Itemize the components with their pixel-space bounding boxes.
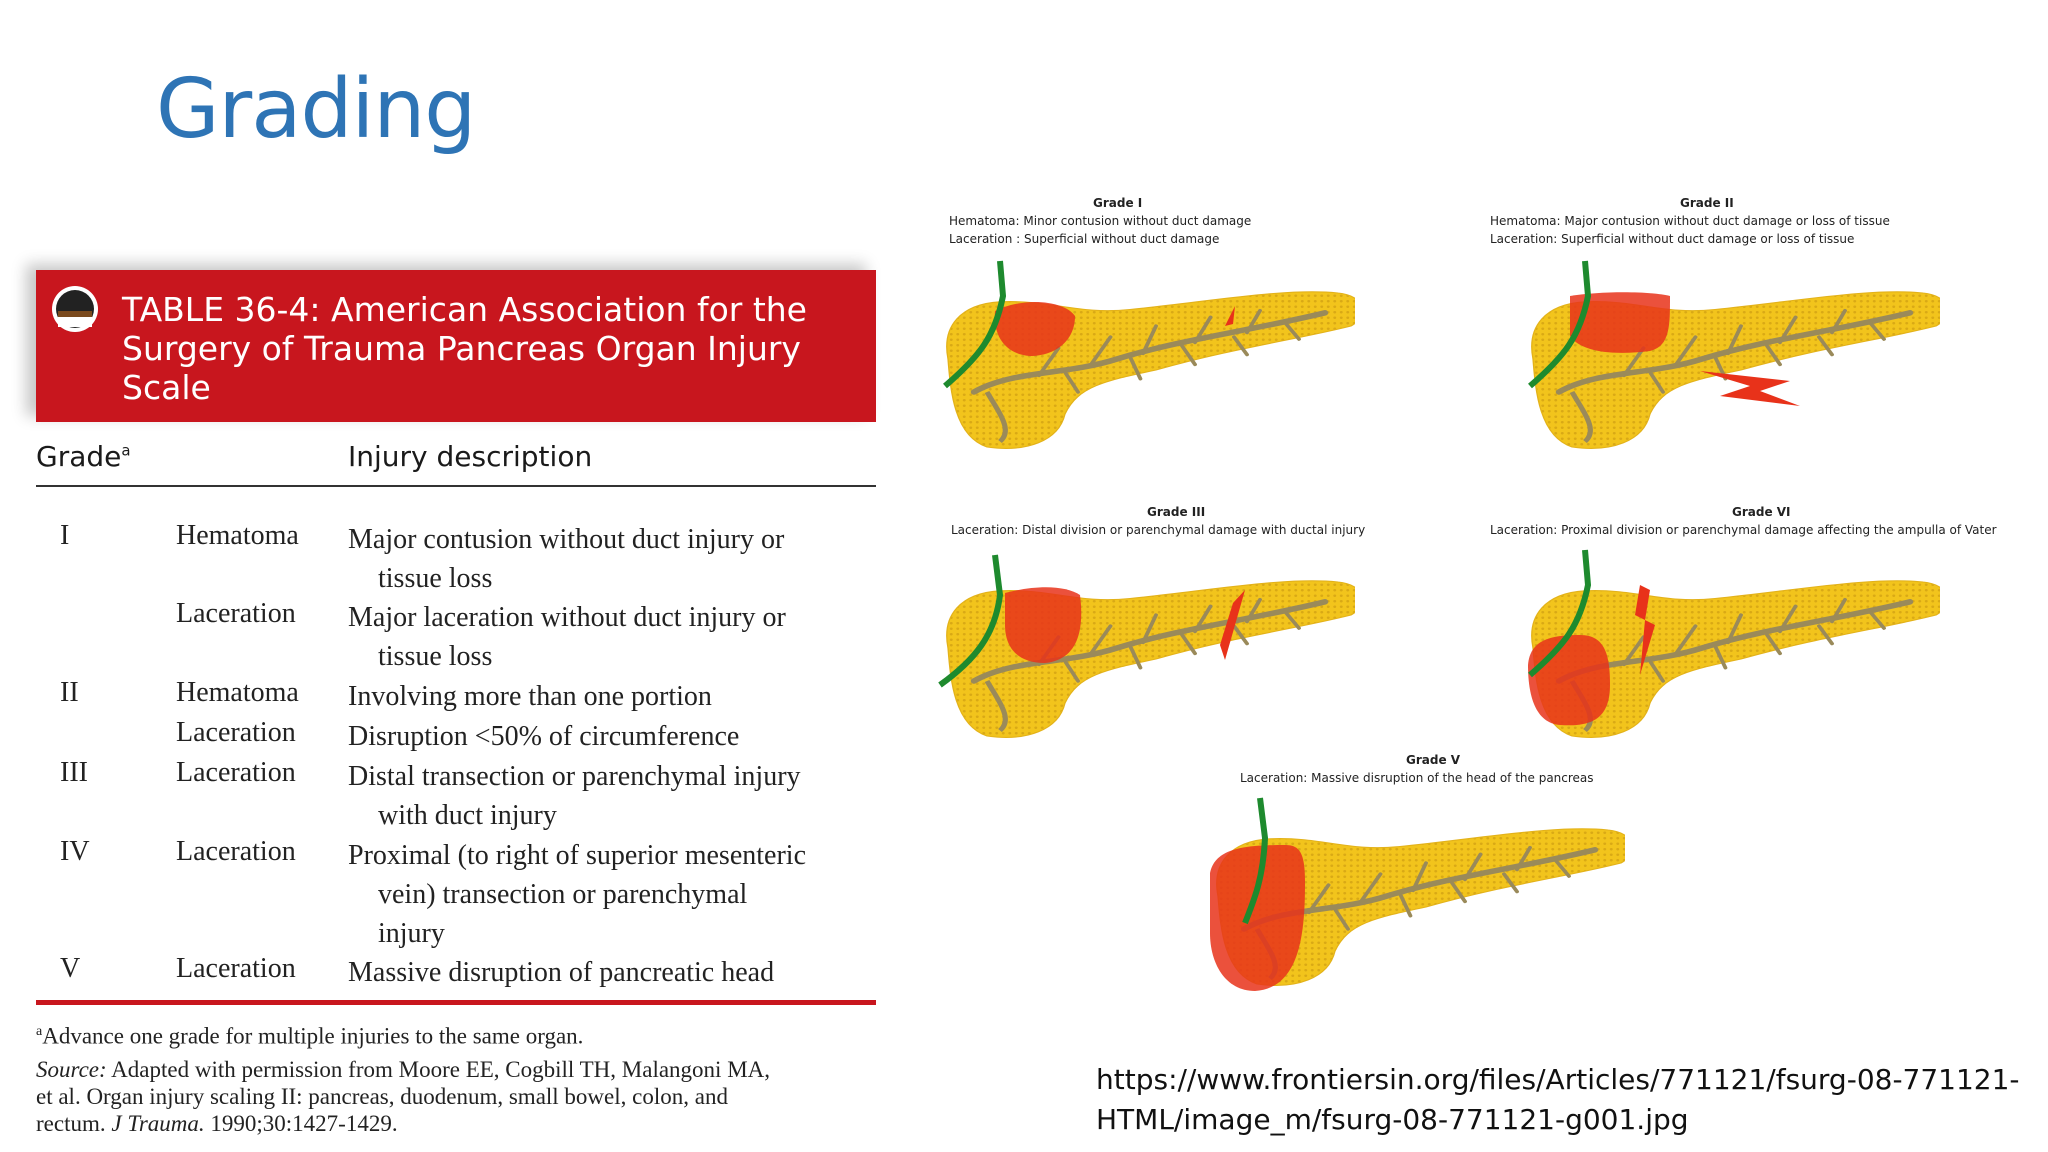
diagram-line-1: Hematoma: Major contusion without duct damage or loss of tissue: [1490, 214, 1890, 228]
row-type: Laceration: [176, 953, 296, 984]
diagram-grade-3: [935, 505, 1375, 775]
table-caption: TABLE 36-4: American Association for the Surgery of Trauma Pancreas Organ Injury Scale: [122, 290, 807, 407]
diagram-grade-2: [1490, 196, 1940, 466]
table-rule-top: [36, 485, 876, 487]
pancreas-illustration: [1205, 793, 1625, 1013]
row-grade: III: [60, 757, 88, 788]
diagram-grade-label: Grade VI: [1732, 505, 1791, 519]
row-description: Massive disruption of pancreatic head: [348, 957, 775, 988]
diagram-grade-label: Grade I: [1093, 196, 1143, 210]
row-type: Hematoma: [176, 677, 299, 708]
table-header: [36, 270, 876, 422]
row-type: Laceration: [176, 836, 296, 867]
pancreas-illustration: [935, 545, 1355, 765]
table-footnote: $^a$Advance one grade for multiple injuries to the same organ.: [36, 1023, 584, 1049]
diagram-line-1: Hematoma: Minor contusion without duct damage: [949, 214, 1252, 228]
diagram-line-2: Laceration: Superficial without duct damage or loss of tissue: [1490, 232, 1855, 246]
diagram-grade-label: Grade II: [1680, 196, 1734, 210]
row-grade: II: [60, 677, 79, 708]
diagram-line-2: Laceration : Superficial without duct damage: [949, 232, 1220, 246]
row-grade: V: [60, 953, 81, 984]
row-description: Disruption <50% of circumference: [348, 721, 740, 752]
badge-icon: [50, 284, 100, 334]
diagram-grade-5: [1200, 753, 1640, 1013]
row-description: Distal transection or parenchymal injury with duct injury: [348, 761, 801, 831]
pancreas-illustration: [935, 256, 1355, 466]
row-type: Laceration: [176, 757, 296, 788]
row-description: Involving more than one portion: [348, 681, 712, 712]
source-url[interactable]: https://www.frontiersin.org/files/Articles/771121/fsurg-08-771121- HTML/image_m/fsurg-08-771121-g001.jpg: [1096, 1063, 2020, 1136]
diagram-grade-4: [1490, 505, 2035, 775]
row-grade: I: [60, 520, 70, 551]
row-description: Proximal (to right of superior mesenteric vein) transection or parenchymal injury: [348, 840, 806, 949]
diagram-line-1: Laceration: Proximal division or parenchymal damage affecting the ampulla of Vater: [1490, 523, 1997, 537]
diagram-grade-label: Grade III: [1147, 505, 1206, 519]
column-header-grade: Grade$^a$: [36, 440, 131, 473]
slide-title: Grading: [156, 62, 476, 157]
row-description: Major laceration without duct injury or tissue loss: [348, 602, 786, 672]
column-header-injury: Injury description: [348, 440, 593, 473]
table-rule-bottom: [36, 1000, 876, 1005]
pancreas-illustration: [1520, 545, 1940, 765]
diagram-line-1: Laceration: Massive disruption of the head of the pancreas: [1240, 771, 1594, 785]
pancreas-illustration: [1520, 256, 1940, 466]
row-type: Laceration: [176, 598, 296, 629]
row-description: Major contusion without duct injury or tissue loss: [348, 524, 785, 594]
diagram-grade-1: [935, 196, 1355, 466]
diagram-grade-label: Grade V: [1406, 753, 1461, 767]
row-type: Hematoma: [176, 520, 299, 551]
row-type: Laceration: [176, 717, 296, 748]
diagram-line-1: Laceration: Distal division or parenchymal damage with ductal injury: [951, 523, 1366, 537]
table-source: Source: Adapted with permission from Moore EE, Cogbill TH, Malangoni MA, et al. Organ injury scaling II: pancreas, duodenum, small bowel, colon, and rectum. J Trauma. 1990;30:1427-1429.: [36, 1057, 771, 1136]
row-grade: IV: [60, 836, 90, 867]
